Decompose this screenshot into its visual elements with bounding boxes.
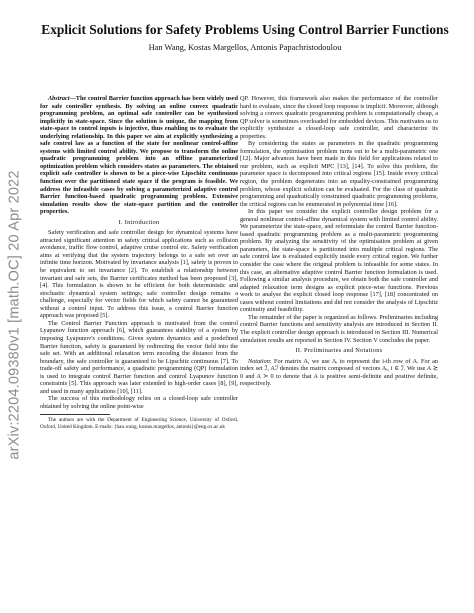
arxiv-id: arXiv:2204.09380v1 [math.OC] 20 Apr 2022 bbox=[7, 170, 24, 460]
arxiv-stamp bbox=[4, 150, 26, 480]
paragraph: In this paper we consider the explicit controller design problem for a general nonlinear control-affine dynamical system with limited control ability. We parameterize the state-space, and reformulate the control Barrier function-based quadratic programming problem as a multi-parametric programming problem. By analyzing the sensitivity of the optimisation problem at given parameters, the state-space is partitioned into multiple critical regions. The safe control law is evaluated explicitly inside every critical region. We further consider the case where the original problem is infeasible for some states. In this case, an alternative adaptive control Barrier function formulation is used. Following a similar analysis procedure, we obtain both the safe controller and adapted relaxation term designs as explicit piece-wise functions. Previous work to analyse the explicit closed loop response [17], [18] concentrated on cases without control limitations and did not consider the analysis of Lipschitz continuity and feasibility. bbox=[240, 208, 438, 314]
section-heading-introduction: I. Introduction bbox=[118, 218, 160, 226]
abstract-text: —The control Barrier function approach has been widely used for safe controller synthesis. By solving an online convex quadratic programming problem, an optimal safe controller can be synthesized implicitly in state-space. Since the solution is unique, the mapping from state-space to control inputs is injective, thus enabling us to evaluate the underlying relationship. In this paper we aim at explicitly synthesizing a safe control law as a function of the state for nonlinear control-affine systems with limited control ability. We propose to transform the online quadratic programming problem into an offline parameterized optimization problem which considers states as parameters. The obtained explicit safe controller is shown to be a piece-wise Lipschitz continuous function over the partitioned state space if the program is feasible. We address the infeasible cases by solving a parameterized adaptive control Barrier function-based quadratic programming problem. Extensive simulation results show the state-space partition and the controller properties. bbox=[40, 95, 238, 216]
paragraph: The success of this methodology relies on a closed-loop safe controller obtained by solving the online point-wise bbox=[40, 395, 238, 410]
abstract bbox=[40, 95, 238, 216]
left-column bbox=[40, 95, 238, 430]
paper-title: Explicit Solutions for Safety Problems Using Control Barrier Functions bbox=[41, 22, 449, 37]
paragraph: Safety verification and safe controller design for dynamical systems have attracted significant attention in safety critical applications such as collision avoidance, traffic flow control, adaptive cruise control etc. Safety verification aims at verifying that the system trajectory belongs to a safe set over an infinite time horizon. Motivated by invariance analysis [1], safety is proven to be equivalent to set invariance [2]. To establish a relationship between invariant and safe sets, the Barrier certificates method has been proposed [3], [4]. This formulation is shown to be efficient for both deterministic and stochastic dynamical system settings; safe controller design remains a challenge, especially for vector fields for which safety cannot be guaranteed without a control input. To address this issue, a control Barrier function approach was proposed [5]. bbox=[40, 229, 238, 320]
paragraph: The remainder of the paper is organized as follows. Preliminaries including control Barrier functions and sensitivity analysis are introduced in Section II. The explicit controller design approach is introduced in Section III. Numerical simulation results are reported in Section IV. Section V concludes the paper. bbox=[240, 313, 438, 344]
paragraph: The Control Barrier Function approach is motivated from the control Lyapunov function approach [6], which guarantees stability of a system by imposing Lyapunov's conditions. Given system dynamics and a predefined Barrier function, safety is guaranteed by redirecting the vector field into the safe set. With an additional relaxation term encoding the distance from the boundary, the safe controller is guaranteed to be Lipschitz continuous [7]. To trade-off safety and performance, a quadratic programming (QP) formulation is used to integrate control Barrier function and control Lyapunov function constraints [5]. This approach was later extended to high-order cases [8], [9], and used in many applications [10], [11]. bbox=[40, 319, 238, 395]
notation-paragraph bbox=[240, 358, 438, 388]
paper-authors: Han Wang, Kostas Margellos, Antonis Papachristodoulou bbox=[148, 43, 342, 52]
paragraph: By considering the states as parameters in the quadratic programming formulation, the optimisation problem turns out to be a multi-parametric one [12]. Major advances have been made in this field for applications related to our problem, such as explicit MPC [13], [14]. To solve this problem, the parameter space is decomposed into critical regions [15]. Inside every critical region, the problem degenerates into an equality-constrained programming problem, whose explicit solution can be evaluated. For the class of quadratic programming and quadratically constrained quadratic programming problems, the critical regions can be enumerated in polynomial time [16]. bbox=[240, 140, 438, 208]
notation-label: Notation bbox=[248, 357, 270, 365]
paragraph: QP. However, this framework also makes the performance of the controller hard to evaluate, since the closed loop response is implicit. Moreover, although solving a convex quadratic programming problem is computationally cheap, a QP solver is sometimes overloaded for embedded devices. This motivates us to explicitly synthesize a closed-loop safe controller, and characterize its properties. bbox=[240, 95, 438, 140]
right-column bbox=[240, 95, 438, 388]
footnote: The authors are with the Department of Engineering Science, University of Oxford, Oxford, United Kingdom. E-mails: {han.wang, kostas.margellos, antonis}@eng.ox.ac.uk bbox=[40, 417, 238, 430]
notation-text: : For matrix A, we use Aᵢ to represent the i-th row of A. For an index set ℐ, Aℐ denotes the matrix composed of vectors Aᵢ, i ∈ ℐ. We use A ⪰ 0 and A ≻ 0 to denote that A is positive semi-definite and positive definite, respectively. bbox=[240, 357, 438, 388]
section-heading-preliminaries: II. Preliminaries and Notations bbox=[295, 347, 383, 355]
footnote-rule bbox=[40, 414, 110, 415]
abstract-label: Abstract bbox=[48, 95, 70, 102]
